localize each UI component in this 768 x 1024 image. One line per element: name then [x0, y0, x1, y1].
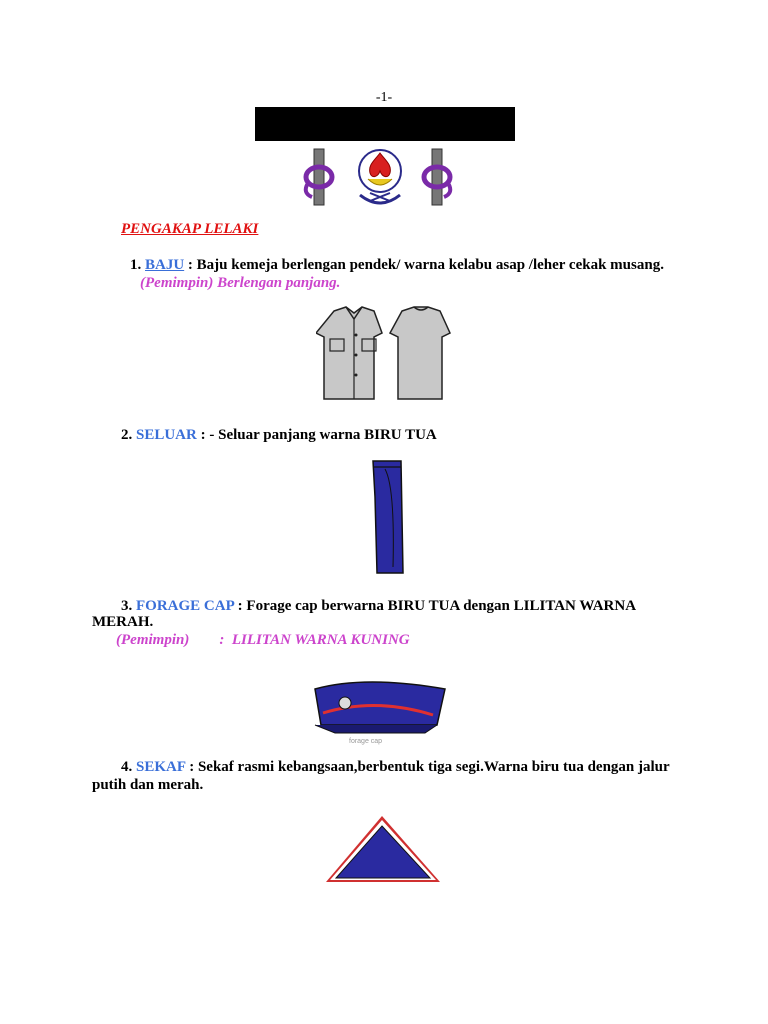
shirt-illustration-icon: [316, 305, 456, 407]
scarf-illustration-icon: [318, 808, 448, 888]
item-number: 4.: [121, 759, 133, 775]
item-keyword: BAJU: [145, 257, 185, 273]
item-text-continued: putih dan merah.: [92, 777, 204, 793]
item-forage-cap: [121, 598, 636, 615]
section-title: PENGAKAP LELAKI: [121, 221, 259, 237]
item-text: : Sekaf rasmi kebangsaan,berbentuk tiga segi.Warna biru tua dengan jalur: [185, 759, 670, 775]
item-keyword: FORAGE CAP: [136, 598, 234, 614]
item-text-continued: MERAH.: [92, 614, 154, 630]
header-redaction-bar: [255, 107, 515, 141]
svg-text:forage cap: forage cap: [349, 738, 383, 745]
scout-emblem-icon: [300, 143, 470, 209]
item-seluar: [121, 427, 437, 444]
trousers-illustration-icon: [355, 457, 415, 577]
page-number: -1-: [375, 90, 393, 105]
item-number: 2.: [121, 427, 133, 443]
item-number: 3.: [121, 598, 133, 614]
item-baju: [130, 257, 664, 274]
item-text: : - Seluar panjang warna BIRU TUA: [196, 427, 437, 443]
item-number: 1.: [130, 257, 142, 273]
item-keyword: SELUAR: [136, 427, 197, 443]
item-keyword: SEKAF: [136, 759, 186, 775]
item-note: (Pemimpin) Berlengan panjang.: [140, 275, 341, 291]
item-text: : Forage cap berwarna BIRU TUA dengan LILITAN WARNA: [233, 598, 637, 614]
item-note: (Pemimpin) : LILITAN WARNA KUNING: [116, 632, 410, 648]
item-sekaf: [121, 759, 670, 776]
item-text: : Baju kemeja berlengan pendek/ warna kelabu asap /leher cekak musang.: [184, 257, 664, 273]
forage-cap-illustration-icon: [305, 667, 455, 745]
